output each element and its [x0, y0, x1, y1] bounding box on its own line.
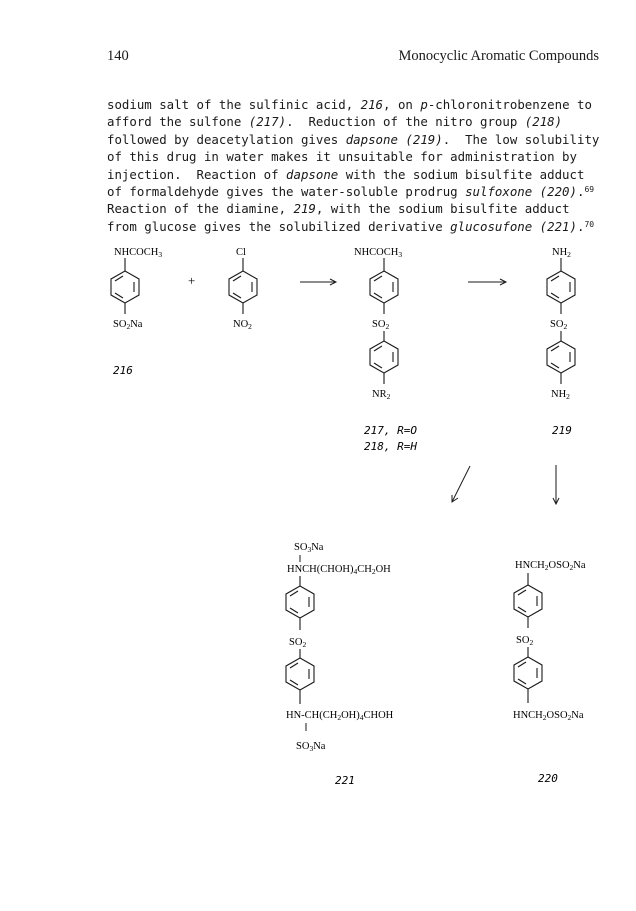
- benzene-ring: [514, 657, 542, 689]
- para-prefix: p: [420, 97, 428, 112]
- compound-number: 218, R=H: [364, 440, 417, 453]
- text: Reaction of the diamine,: [107, 201, 294, 217]
- text: , with the sodium bisulfite adduct: [315, 201, 570, 217]
- substituent-label: SO2Na: [113, 319, 143, 331]
- benzene-ring: [286, 586, 314, 618]
- substituent-label: SO3Na: [296, 741, 326, 753]
- substituent-label: NO2: [233, 319, 252, 331]
- benzene-ring: [514, 585, 542, 617]
- text: , on: [383, 97, 421, 112]
- plus-sign: +: [188, 273, 196, 288]
- page-number: 140: [107, 48, 129, 64]
- benzene-ring: [547, 341, 575, 373]
- compound-number: 220: [538, 772, 558, 785]
- substituent-label: Cl: [236, 247, 246, 258]
- compound-ref: (218): [524, 114, 563, 130]
- text: injection. Reaction of: [107, 166, 287, 182]
- text: .: [576, 218, 585, 234]
- text: of formaldehyde gives the water-soluble prodrug: [107, 184, 466, 200]
- text: -chloronitrobenzene to: [427, 97, 592, 112]
- benzene-ring: [111, 271, 139, 303]
- substituent-label: HN-CH(CH2OH)4CHOH: [286, 710, 394, 722]
- compound-ref: dapsone: [286, 166, 339, 182]
- compound-217-218: [354, 247, 417, 453]
- substituent-label: NH2: [552, 247, 571, 259]
- compound-number: 216: [113, 364, 133, 377]
- compound-216: [111, 247, 162, 377]
- benzene-ring: [547, 271, 575, 303]
- sulfone-label: SO2: [372, 319, 390, 331]
- compound-ref: (217): [248, 114, 287, 130]
- reaction-arrow-down: [553, 465, 559, 504]
- substituent-label: SO3Na: [294, 542, 324, 554]
- compound-ref: glucosufone (221): [450, 218, 577, 234]
- compound-number: 221: [335, 774, 355, 787]
- text: from glucose gives the solubilized derivative: [107, 218, 451, 234]
- reagent-chloronitrobenzene: [229, 247, 257, 331]
- compound-ref: 216: [360, 97, 384, 112]
- sulfone-label: SO2: [289, 637, 307, 649]
- citation: 69: [584, 185, 595, 195]
- reaction-arrow: [468, 279, 506, 285]
- text: .: [576, 184, 585, 200]
- substituent-label: HNCH2OSO2Na: [515, 560, 586, 572]
- text: afford the sulfone: [107, 114, 249, 130]
- compound-221-glucosufone: [286, 542, 394, 787]
- text: followed by deacetylation gives: [107, 131, 346, 147]
- compound-ref: sulfoxone (220): [465, 184, 577, 200]
- compound-220-sulfoxone: [513, 560, 586, 785]
- compound-219-dapsone: [547, 247, 575, 437]
- benzene-ring: [229, 271, 257, 303]
- text: of this drug in water makes it unsuitable for administration by: [107, 149, 577, 165]
- benzene-ring: [286, 658, 314, 690]
- compound-ref: dapsone (219): [345, 131, 443, 147]
- text: . Reduction of the nitro group: [286, 114, 525, 130]
- substituent-label: HNCH(CHOH)4CH2OH: [287, 564, 391, 576]
- benzene-ring: [370, 271, 398, 303]
- compound-ref: 219: [293, 201, 316, 217]
- text: sodium salt of the sulfinic acid,: [107, 97, 361, 112]
- compound-number: 219: [552, 424, 572, 437]
- reaction-arrow: [300, 279, 336, 285]
- text: . The low solubility: [442, 131, 600, 147]
- substituent-label: HNCH2OSO2Na: [513, 710, 584, 722]
- text: with the sodium bisulfite adduct: [338, 166, 585, 182]
- compound-number: 217, R=O: [364, 424, 417, 437]
- reaction-arrow-diagonal: [452, 466, 470, 502]
- substituent-label: NHCOCH3: [354, 247, 403, 259]
- benzene-ring: [370, 341, 398, 373]
- substituent-label: NHCOCH3: [114, 247, 163, 259]
- running-head: Monocyclic Aromatic Compounds: [398, 48, 599, 64]
- sulfone-label: SO2: [550, 319, 568, 331]
- substituent-label: NH2: [551, 389, 570, 401]
- substituent-label: NR2: [372, 389, 391, 401]
- sulfone-label: SO2: [516, 635, 534, 647]
- citation: 70: [584, 219, 595, 229]
